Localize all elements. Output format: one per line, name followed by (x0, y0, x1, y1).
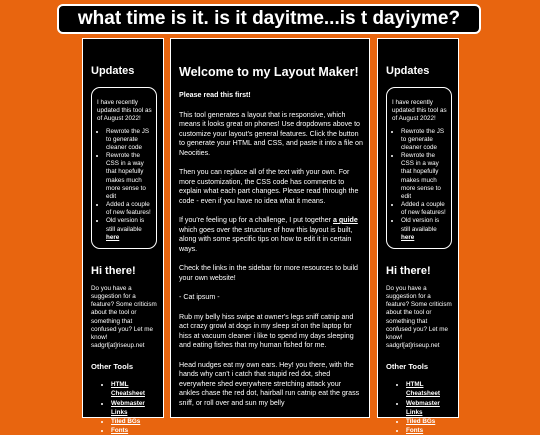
list-item: • Added a couple of new features! (106, 201, 152, 217)
paragraph-ipsum-1: Rub my belly hiss swipe at owner's legs sniff catnip and act crazy growl at dogs in my sleep sit on the laptop for hiss at vacuum cleaner i like to spend my days sleeping and eating fishes that my human fished for me. (179, 312, 354, 349)
guide-link[interactable]: a guide (332, 216, 358, 224)
hi-text: Do you have a suggestion for a feature? Some criticism about the tool or something that confused you? Let me know! sadgrl[at]riseup.net (91, 284, 157, 350)
updates-heading: Updates (91, 65, 135, 77)
tool-link-tiled-bgs[interactable]: Tiled BGs (111, 417, 141, 425)
list-item (406, 399, 458, 417)
page-title: Welcome to my Layout Maker! (179, 65, 359, 79)
updates-heading: Updates (386, 65, 430, 77)
left-sidebar (82, 38, 164, 434)
right-sidebar (377, 38, 459, 434)
hi-heading: Hi there! (91, 264, 136, 277)
list-item (111, 426, 163, 435)
updates-intro: I have recently updated this tool as of August 2022! (97, 99, 152, 123)
tools-heading: Other Tools (386, 362, 429, 372)
updates-list (97, 128, 152, 242)
tool-link-fonts[interactable]: Fonts (111, 426, 129, 434)
updates-list (392, 128, 447, 242)
tool-link-html-cheatsheet[interactable]: HTML Cheatsheet (111, 381, 145, 398)
tool-link-webmaster-links[interactable]: Webmaster Links (111, 399, 145, 416)
paragraph-customize: Then you can replace all of the text with your own. For more customization, the CSS code has comments to explain what each part changes. Please read through the code - even if you have no idea what it means. (179, 168, 359, 205)
updates-box (91, 87, 157, 249)
cat-ipsum-label: - Cat ipsum - (179, 293, 220, 301)
guide-text-a: If you're feeling up for a challenge, I put together (179, 216, 333, 224)
list-item: • Rewrote the JS to generate cleaner code (401, 128, 447, 153)
site-title: what time is it. is it dayitme...is t dayiyme? (77, 8, 461, 29)
list-item (106, 217, 152, 242)
tool-link-html-cheatsheet[interactable]: HTML Cheatsheet (406, 381, 440, 398)
list-item: • Added a couple of new features! (401, 201, 447, 217)
updates-intro: I have recently updated this tool as of August 2022! (392, 99, 447, 123)
tool-link-webmaster-links[interactable]: Webmaster Links (406, 399, 440, 416)
read-first-text: Please read this first! (179, 91, 251, 99)
hi-text: Do you have a suggestion for a feature? Some criticism about the tool or something that confused you? Let me know! sadgrl[at]riseup.net (386, 284, 452, 350)
old-version-link[interactable]: here (106, 233, 120, 241)
site-header (57, 4, 481, 34)
list-item: • Rewrote the JS to generate cleaner code (106, 128, 152, 153)
list-item (111, 417, 163, 426)
tools-list (378, 380, 458, 435)
paragraph-intro: This tool generates a layout that is responsive, which means it looks great on phones! Use dropdowns above to customize your layout's general features. Click the button to generate your HTML and CSS, and paste it into a file on Neocities. (179, 110, 363, 157)
tools-heading: Other Tools (91, 362, 134, 372)
paragraph-ipsum-2: Head nudges eat my own ears. Hey! you there, with the hands why can't i catch that stupid red dot, shed everywhere shed everywhere stretching attack your ankles chase the red dot, hairball run catnip eat the grass sniff, or roll over and sun my belly (179, 360, 360, 407)
main-content (170, 38, 370, 418)
list-item (111, 399, 163, 417)
list-item (401, 217, 447, 242)
list-item (406, 380, 458, 398)
old-version-text: Old version is still available (106, 217, 145, 233)
paragraph-guide (179, 216, 363, 254)
list-item: • Rewrote the CSS in a way that hopefully makes much more sense to edit (106, 152, 152, 201)
guide-text-b: which goes over the structure of how this layout is built, along with some specific tips on how to edit it in certain ways. (179, 225, 353, 253)
tool-link-tiled-bgs[interactable]: Tiled BGs (406, 417, 436, 425)
list-item: • Rewrote the CSS in a way that hopefully makes much more sense to edit (401, 152, 447, 201)
old-version-text: Old version is still available (401, 217, 440, 233)
tool-link-fonts[interactable]: Fonts (406, 426, 424, 434)
old-version-link[interactable]: here (401, 233, 415, 241)
paragraph-resources: Check the links in the sidebar for more resources to build your own website! (179, 264, 359, 282)
updates-box (386, 87, 452, 249)
tools-list (83, 380, 163, 435)
list-item (111, 380, 163, 398)
hi-heading: Hi there! (386, 264, 431, 277)
list-item (406, 417, 458, 426)
list-item (406, 426, 458, 435)
